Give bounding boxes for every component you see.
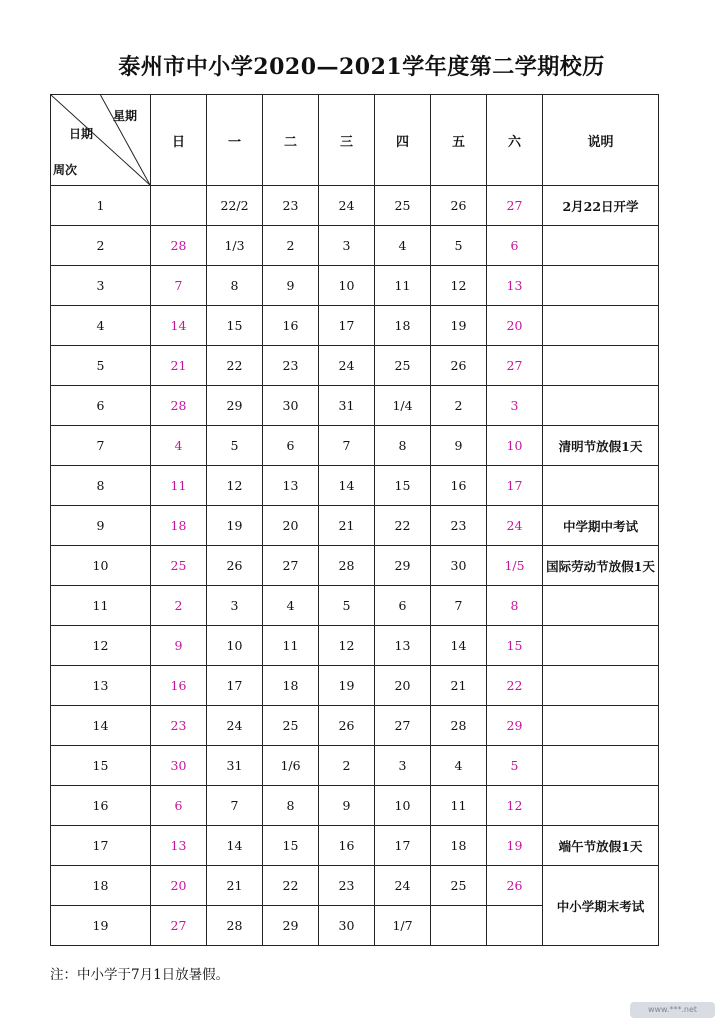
date-cell: 26 [487,866,543,906]
week-number-cell: 19 [51,906,151,946]
week-number-cell: 5 [51,346,151,386]
week-row [51,186,659,226]
week-row [51,626,659,666]
date-cell: 25 [431,866,487,906]
date-cell: 8 [263,786,319,826]
week-number-cell: 15 [51,746,151,786]
date-cell: 16 [263,306,319,346]
note-cell [543,746,659,786]
week-row [51,306,659,346]
note-cell: 中学期中考试 [543,506,659,546]
week-row [51,466,659,506]
date-cell: 6 [487,226,543,266]
date-cell: 13 [151,826,207,866]
note-cell: 端午节放假1天 [543,826,659,866]
date-cell: 1/6 [263,746,319,786]
date-cell: 30 [431,546,487,586]
date-cell: 17 [375,826,431,866]
week-row [51,346,659,386]
week-row [51,386,659,426]
date-cell: 17 [487,466,543,506]
date-cell: 30 [319,906,375,946]
date-cell: 16 [151,666,207,706]
week-number-cell: 1 [51,186,151,226]
note-cell: 国际劳动节放假1天 [543,546,659,586]
day-header-sun: 日 [151,95,207,186]
date-cell: 27 [263,546,319,586]
date-cell: 21 [207,866,263,906]
date-cell: 28 [151,226,207,266]
week-row [51,666,659,706]
week-row [51,226,659,266]
day-header-tue: 二 [263,95,319,186]
date-cell: 15 [487,626,543,666]
date-cell: 5 [207,426,263,466]
footnote: 注：中小学于7月1日放暑假。 [50,967,230,983]
week-number-cell: 7 [51,426,151,466]
week-row [51,426,659,466]
note-cell [543,266,659,306]
day-header-thu: 四 [375,95,431,186]
date-cell: 1/5 [487,546,543,586]
date-cell: 3 [487,386,543,426]
note-cell [543,666,659,706]
date-cell [151,186,207,226]
week-number-cell: 10 [51,546,151,586]
date-cell: 24 [375,866,431,906]
date-cell: 27 [487,346,543,386]
date-cell: 20 [487,306,543,346]
date-cell: 13 [487,266,543,306]
page-title: 泰州市中小学2020—2021学年度第二学期校历 [118,54,605,80]
date-cell: 24 [319,186,375,226]
week-number-cell: 9 [51,506,151,546]
corner-week-label: 周次 [53,163,78,177]
date-cell: 30 [151,746,207,786]
date-cell: 26 [431,346,487,386]
date-cell: 28 [319,546,375,586]
date-cell: 28 [151,386,207,426]
date-cell: 12 [207,466,263,506]
date-cell: 21 [319,506,375,546]
date-cell: 16 [319,826,375,866]
date-cell: 20 [151,866,207,906]
date-cell: 7 [431,586,487,626]
date-cell: 15 [263,826,319,866]
date-cell: 22 [375,506,431,546]
calendar-table [50,94,659,946]
note-header: 说明 [543,95,659,186]
week-number-cell: 2 [51,226,151,266]
date-cell: 23 [263,186,319,226]
note-cell [543,706,659,746]
date-cell: 5 [431,226,487,266]
date-cell: 3 [375,746,431,786]
date-cell: 2 [319,746,375,786]
note-cell [543,786,659,826]
week-row [51,266,659,306]
date-cell: 9 [319,786,375,826]
week-number-cell: 13 [51,666,151,706]
date-cell: 4 [263,586,319,626]
date-cell: 23 [263,346,319,386]
date-cell: 12 [431,266,487,306]
day-header-sat: 六 [487,95,543,186]
week-row [51,706,659,746]
date-cell: 31 [207,746,263,786]
note-cell [543,226,659,266]
date-cell: 22/2 [207,186,263,226]
date-cell: 26 [207,546,263,586]
corner-weekday-label: 星期 [113,109,138,123]
date-cell: 27 [375,706,431,746]
date-cell: 24 [487,506,543,546]
date-cell: 9 [263,266,319,306]
date-cell: 13 [263,466,319,506]
date-cell: 24 [319,346,375,386]
date-cell: 25 [263,706,319,746]
date-cell: 25 [151,546,207,586]
date-cell: 1/7 [375,906,431,946]
date-cell: 16 [431,466,487,506]
date-cell: 29 [263,906,319,946]
date-cell: 22 [263,866,319,906]
date-cell: 3 [319,226,375,266]
week-row [51,546,659,586]
date-cell: 29 [375,546,431,586]
week-row [51,866,659,906]
date-cell: 4 [431,746,487,786]
day-header-wed: 三 [319,95,375,186]
date-cell: 1/3 [207,226,263,266]
date-cell: 18 [151,506,207,546]
week-number-cell: 14 [51,706,151,746]
header-row [51,95,659,186]
date-cell: 18 [375,306,431,346]
date-cell: 7 [319,426,375,466]
date-cell [487,906,543,946]
date-cell: 12 [319,626,375,666]
date-cell: 12 [487,786,543,826]
week-row [51,746,659,786]
date-cell: 2 [151,586,207,626]
date-cell: 20 [263,506,319,546]
corner-date-label: 日期 [69,127,94,141]
date-cell: 15 [375,466,431,506]
date-cell: 14 [207,826,263,866]
date-cell: 29 [487,706,543,746]
date-cell: 6 [151,786,207,826]
date-cell: 22 [207,346,263,386]
date-cell: 21 [431,666,487,706]
date-cell: 8 [487,586,543,626]
date-cell: 19 [207,506,263,546]
date-cell: 11 [375,266,431,306]
date-cell: 26 [431,186,487,226]
note-cell: 清明节放假1天 [543,426,659,466]
date-cell: 19 [319,666,375,706]
date-cell: 8 [375,426,431,466]
date-cell: 7 [151,266,207,306]
date-cell: 20 [375,666,431,706]
note-cell [543,346,659,386]
week-number-cell: 17 [51,826,151,866]
corner-header-cell [51,95,151,186]
week-number-cell: 4 [51,306,151,346]
date-cell: 28 [431,706,487,746]
date-cell: 28 [207,906,263,946]
note-cell [543,306,659,346]
date-cell: 10 [487,426,543,466]
date-cell: 8 [207,266,263,306]
date-cell: 27 [151,906,207,946]
date-cell: 9 [151,626,207,666]
date-cell: 5 [487,746,543,786]
date-cell: 23 [431,506,487,546]
date-cell: 2 [263,226,319,266]
note-cell [543,386,659,426]
date-cell: 19 [487,826,543,866]
week-number-cell: 11 [51,586,151,626]
date-cell: 31 [319,386,375,426]
date-cell: 30 [263,386,319,426]
date-cell: 11 [151,466,207,506]
note-cell [543,466,659,506]
date-cell: 4 [375,226,431,266]
date-cell: 11 [263,626,319,666]
date-cell: 26 [319,706,375,746]
date-cell: 22 [487,666,543,706]
date-cell: 10 [319,266,375,306]
day-header-mon: 一 [207,95,263,186]
date-cell: 18 [263,666,319,706]
date-cell: 9 [431,426,487,466]
date-cell: 27 [487,186,543,226]
date-cell: 15 [207,306,263,346]
date-cell: 10 [375,786,431,826]
date-cell: 6 [375,586,431,626]
date-cell: 24 [207,706,263,746]
note-cell: 中小学期末考试 [543,866,659,946]
week-row [51,826,659,866]
date-cell: 17 [207,666,263,706]
note-cell [543,626,659,666]
date-cell: 23 [151,706,207,746]
date-cell: 21 [151,346,207,386]
date-cell: 29 [207,386,263,426]
date-cell: 25 [375,186,431,226]
week-number-cell: 18 [51,866,151,906]
date-cell: 5 [319,586,375,626]
week-row [51,586,659,626]
week-number-cell: 6 [51,386,151,426]
day-header-fri: 五 [431,95,487,186]
date-cell: 3 [207,586,263,626]
week-number-cell: 8 [51,466,151,506]
date-cell: 1/4 [375,386,431,426]
date-cell: 18 [431,826,487,866]
date-cell: 19 [431,306,487,346]
date-cell: 10 [207,626,263,666]
watermark-logo: www.***.net [630,1002,715,1018]
date-cell: 13 [375,626,431,666]
date-cell: 4 [151,426,207,466]
note-cell: 2月22日开学 [543,186,659,226]
date-cell: 7 [207,786,263,826]
date-cell: 14 [319,466,375,506]
week-row [51,786,659,826]
date-cell: 25 [375,346,431,386]
date-cell: 23 [319,866,375,906]
week-number-cell: 12 [51,626,151,666]
week-row [51,506,659,546]
date-cell: 14 [151,306,207,346]
date-cell: 11 [431,786,487,826]
date-cell: 14 [431,626,487,666]
note-cell [543,586,659,626]
date-cell: 17 [319,306,375,346]
week-number-cell: 3 [51,266,151,306]
date-cell: 2 [431,386,487,426]
week-number-cell: 16 [51,786,151,826]
date-cell: 6 [263,426,319,466]
date-cell [431,906,487,946]
